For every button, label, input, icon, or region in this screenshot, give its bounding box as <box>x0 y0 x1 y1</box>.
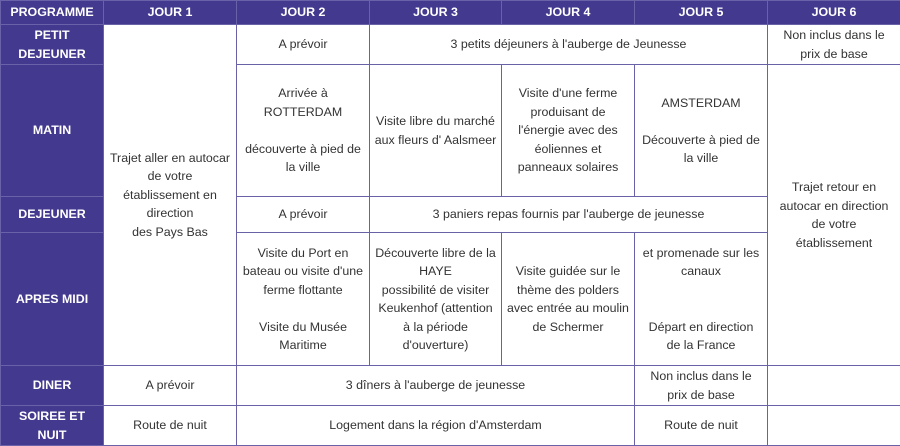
cell-matin-jour3: Visite libre du marché aux fleurs d' Aalsmeer <box>370 65 502 197</box>
header-row <box>1 1 900 25</box>
cell-apres-midi-jour2: Visite du Port en bateau ou visite d'une ferme flottante Visite du Musée Maritime <box>237 233 370 366</box>
cell-soiree-jour2-4: Logement dans la région d'Amsterdam <box>237 406 635 446</box>
header-jour-2: JOUR 2 <box>237 1 370 25</box>
header-jour-5: JOUR 5 <box>635 1 768 25</box>
cell-soiree-jour6-empty <box>768 406 900 446</box>
cell-dejeuner-jour2: A prévoir <box>237 197 370 233</box>
cell-petit-dej-jour6: Non inclus dans le prix de base <box>768 25 900 65</box>
cell-matin-jour4: Visite d'une ferme produisant de l'énergie avec des éoliennes et panneaux solaires <box>502 65 635 197</box>
cell-matin-jour5: AMSTERDAM Découverte à pied de la ville <box>635 65 768 197</box>
cell-apres-midi-jour5: et promenade sur les canaux Départ en direction de la France <box>635 233 768 366</box>
row-label-soiree-et-nuit: SOIREE ET NUIT <box>1 406 104 446</box>
header-jour-4: JOUR 4 <box>502 1 635 25</box>
cell-petit-dej-jour2: A prévoir <box>237 25 370 65</box>
cell-apres-midi-jour3: Découverte libre de la HAYE possibilité de visiter Keukenhof (attention à la période d'ouverture) <box>370 233 502 366</box>
row-diner <box>1 366 900 406</box>
cell-soiree-jour5: Route de nuit <box>635 406 768 446</box>
cell-diner-jour1: A prévoir <box>104 366 237 406</box>
cell-dejeuner-jour3-5: 3 paniers repas fournis par l'auberge de jeunesse <box>370 197 768 233</box>
cell-diner-jour6-empty <box>768 366 900 406</box>
row-petit-dejeuner <box>1 25 900 65</box>
cell-apres-midi-jour4: Visite guidée sur le thème des polders avec entrée au moulin de Schermer <box>502 233 635 366</box>
cell-jour6-trajet-retour: Trajet retour en autocar en direction de votre établissement <box>768 65 900 366</box>
cell-soiree-jour1: Route de nuit <box>104 406 237 446</box>
header-programme: PROGRAMME <box>1 1 104 25</box>
header-jour-6: JOUR 6 <box>768 1 900 25</box>
cell-jour1-trajet-aller: Trajet aller en autocar de votre établissement en direction des Pays Bas <box>104 25 237 366</box>
row-label-apres-midi: APRES MIDI <box>1 233 104 366</box>
cell-petit-dej-jour3-5: 3 petits déjeuners à l'auberge de Jeunesse <box>370 25 768 65</box>
row-label-diner: DINER <box>1 366 104 406</box>
cell-matin-jour2: Arrivée à ROTTERDAM découverte à pied de la ville <box>237 65 370 197</box>
row-label-matin: MATIN <box>1 65 104 197</box>
cell-diner-jour2-4: 3 dîners à l'auberge de jeunesse <box>237 366 635 406</box>
cell-diner-jour5: Non inclus dans le prix de base <box>635 366 768 406</box>
row-label-dejeuner: DEJEUNER <box>1 197 104 233</box>
row-label-petit-dejeuner: PETIT DEJEUNER <box>1 25 104 65</box>
header-jour-1: JOUR 1 <box>104 1 237 25</box>
header-jour-3: JOUR 3 <box>370 1 502 25</box>
row-soiree <box>1 406 900 446</box>
